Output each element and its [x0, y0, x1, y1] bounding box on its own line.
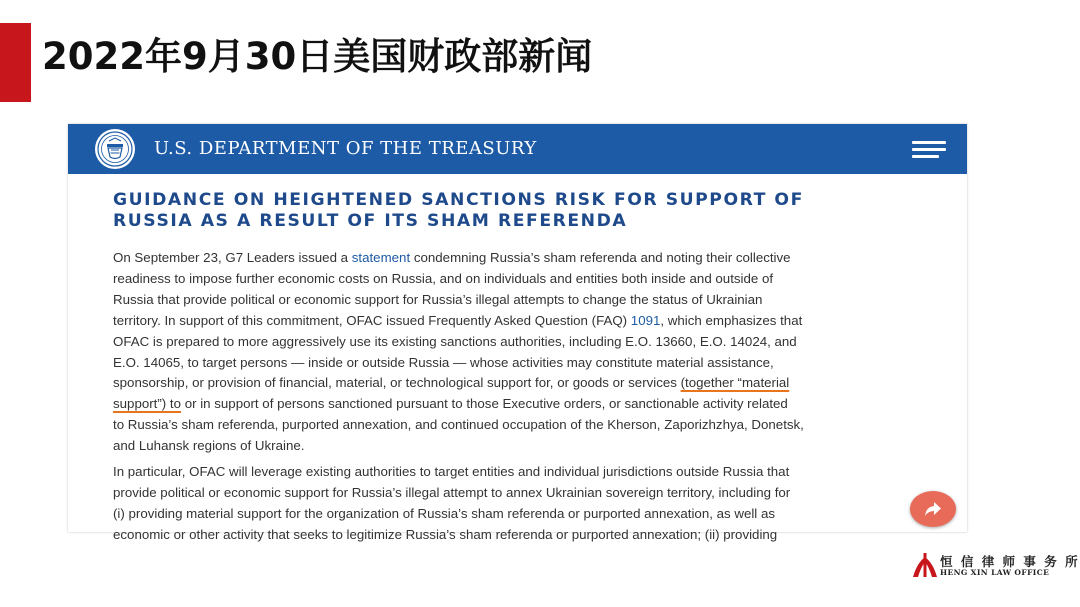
text-line: economic or other activity that seeks to legitimize Russia’s sham referenda or purported annexation; (ii) providing — [113, 526, 778, 542]
hamburger-menu-icon[interactable] — [912, 141, 948, 159]
firm-name-english: HENG XIN LAW OFFICE — [940, 568, 1050, 577]
text-line: to Russia’s sham referenda, purported annexation, and continued occupation of the Kherson, Zaporizhzhya, Donetsk, — [113, 417, 804, 433]
text-line: readiness to impose further economic costs on Russia, and on individuals and entities both inside and outside of — [113, 270, 774, 286]
slide-title: 2022年9月30日美国财政部新闻 — [42, 35, 593, 78]
text-line: Russia that provide political or economic support for Russia’s illegal attempts to change the status of Ukrainian — [113, 291, 763, 307]
text-line: In particular, OFAC will leverage existing authorities to target entities and individual jurisdictions outside Russia that — [113, 464, 790, 479]
faq-1091-link[interactable]: 1091 — [630, 312, 661, 328]
treasury-page-screenshot — [68, 124, 967, 542]
hengxin-logo-icon — [913, 553, 937, 579]
treasury-seal-icon[interactable] — [94, 128, 136, 170]
text-line: sponsorship, or provision of financial, material, or technological support for, or goods or services (together “material — [113, 375, 790, 391]
text-line: support”) to or in support of persons sanctioned pursuant to those Executive orders, or sanctionable activity related — [113, 396, 788, 412]
firm-logo — [913, 552, 1080, 582]
material-support-highlight: (together “material — [680, 375, 790, 391]
text-line: On September 23, G7 Leaders issued a statement condemning Russia’s sham referenda and noting their collective — [113, 250, 791, 265]
slide-accent-bar — [0, 23, 31, 102]
department-name[interactable]: U.S. DEPARTMENT OF THE TREASURY — [154, 138, 537, 159]
text-line: provide political or economic support for Russia’s illegal attempt to annex Ukrainian sovereign territory, including for — [113, 484, 791, 500]
statement-link[interactable]: statement — [351, 250, 411, 265]
share-button[interactable] — [910, 491, 956, 527]
text-line: OFAC is prepared to more aggressively use its existing sanctions authorities, including E.O. 13660, E.O. 14024, and — [113, 333, 797, 349]
text-line: territory. In support of this commitment, OFAC issued Frequently Asked Question (FAQ) 1091, which emphasizes that — [113, 312, 803, 328]
text-line: E.O. 14065, to target persons — inside or outside Russia — whose activities may constitute material assistance, — [113, 354, 774, 370]
text-line: and Luhansk regions of Ukraine. — [113, 438, 305, 454]
share-arrow-icon — [923, 499, 943, 519]
treasury-header — [68, 124, 967, 174]
material-support-highlight: support”) to — [113, 396, 181, 412]
article-paragraph-1 — [113, 248, 928, 457]
article-title-line: GUIDANCE ON HEIGHTENED SANCTIONS RISK FOR SUPPORT OF — [113, 190, 804, 210]
firm-name-chinese: 恒 信 律 师 事 务 所 — [940, 554, 1080, 569]
article-title — [113, 190, 913, 232]
article-title-line: RUSSIA AS A RESULT OF ITS SHAM REFERENDA — [113, 211, 628, 231]
article-paragraph-2 — [113, 462, 928, 546]
text-line: (i) providing material support for the organization of Russia’s sham referenda or purported annexation, as well as — [113, 505, 775, 521]
